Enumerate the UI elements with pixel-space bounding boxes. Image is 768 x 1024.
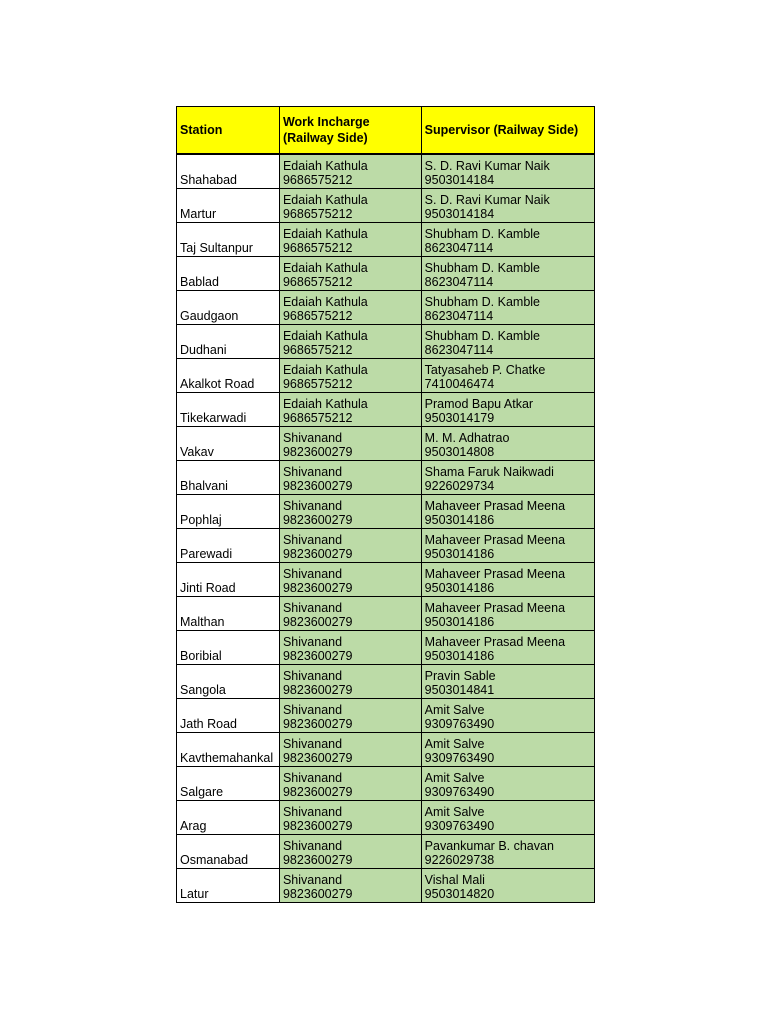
- station-cell: Pophlaj: [177, 495, 280, 529]
- work-incharge-name: Edaiah Kathula: [282, 363, 368, 377]
- table-row: [177, 835, 595, 869]
- work-incharge-name: Shivanand: [282, 431, 343, 445]
- supervisor-name: Tatyasaheb P. Chatke: [424, 363, 546, 377]
- work-incharge-phone: 9823600279: [282, 887, 353, 901]
- work-incharge-cell: [279, 291, 421, 325]
- supervisor-name: S. D. Ravi Kumar Naik: [424, 193, 550, 207]
- work-incharge-cell: [279, 529, 421, 563]
- work-incharge-header-line-2: (Railway Side): [282, 131, 368, 145]
- work-incharge-name: Shivanand: [282, 771, 343, 785]
- table-row: [177, 223, 595, 257]
- station-cell: Dudhani: [177, 325, 280, 359]
- work-incharge-name: Shivanand: [282, 499, 343, 513]
- supervisor-cell: [421, 154, 594, 189]
- station-cell: Osmanabad: [177, 835, 280, 869]
- supervisor-phone: 9503014184: [424, 207, 495, 221]
- work-incharge-phone: 9823600279: [282, 785, 353, 799]
- work-incharge-name: Edaiah Kathula: [282, 329, 368, 343]
- supervisor-cell: [421, 223, 594, 257]
- work-incharge-phone: 9823600279: [282, 649, 353, 663]
- table-row: [177, 291, 595, 325]
- supervisor-name: Mahaveer Prasad Meena: [424, 499, 566, 513]
- supervisor-phone: 9503014820: [424, 887, 495, 901]
- supervisor-phone: 8623047114: [424, 241, 494, 255]
- station-cell: Jath Road: [177, 699, 280, 733]
- work-incharge-cell: [279, 257, 421, 291]
- supervisor-name: Pavankumar B. chavan: [424, 839, 554, 853]
- station-cell: Latur: [177, 869, 280, 903]
- supervisor-phone: 9503014184: [424, 173, 495, 187]
- work-incharge-phone: 9823600279: [282, 445, 353, 459]
- station-cell: Bablad: [177, 257, 280, 291]
- work-incharge-cell: [279, 189, 421, 223]
- header-row: [177, 107, 595, 155]
- work-incharge-phone: 9823600279: [282, 479, 353, 493]
- work-incharge-phone: 9823600279: [282, 819, 353, 833]
- work-incharge-phone: 9823600279: [282, 853, 353, 867]
- station-cell: Taj Sultanpur: [177, 223, 280, 257]
- table-row: [177, 767, 595, 801]
- work-incharge-phone: 9823600279: [282, 547, 353, 561]
- work-incharge-name: Shivanand: [282, 567, 343, 581]
- supervisor-phone: 9226029734: [424, 479, 495, 493]
- work-incharge-phone: 9686575212: [282, 309, 353, 323]
- table-row: [177, 597, 595, 631]
- supervisor-name: Shubham D. Kamble: [424, 227, 541, 241]
- supervisor-name: Pravin Sable: [424, 669, 496, 683]
- supervisor-cell: [421, 767, 594, 801]
- work-incharge-cell: [279, 869, 421, 903]
- supervisor-cell: [421, 631, 594, 665]
- supervisor-phone: 9309763490: [424, 717, 495, 731]
- work-incharge-name: Edaiah Kathula: [282, 397, 368, 411]
- supervisor-phone: 9503014186: [424, 649, 495, 663]
- work-incharge-name: Edaiah Kathula: [282, 193, 368, 207]
- table-row: [177, 359, 595, 393]
- work-incharge-cell: [279, 665, 421, 699]
- work-incharge-phone: 9686575212: [282, 173, 353, 187]
- supervisor-phone: 9503014808: [424, 445, 495, 459]
- supervisor-cell: [421, 291, 594, 325]
- station-cell: Kavthemahankal: [177, 733, 280, 767]
- work-incharge-name: Edaiah Kathula: [282, 159, 368, 173]
- table-row: [177, 665, 595, 699]
- supervisor-cell: [421, 495, 594, 529]
- work-incharge-name: Shivanand: [282, 839, 343, 853]
- supervisor-phone: 9503014179: [424, 411, 495, 425]
- supervisor-name: Shubham D. Kamble: [424, 329, 541, 343]
- supervisor-name: Shama Faruk Naikwadi: [424, 465, 554, 479]
- table-row: [177, 154, 595, 189]
- work-incharge-cell: [279, 461, 421, 495]
- work-incharge-phone: 9823600279: [282, 683, 353, 697]
- station-cell: Sangola: [177, 665, 280, 699]
- work-incharge-cell: [279, 154, 421, 189]
- work-incharge-cell: [279, 597, 421, 631]
- supervisor-phone: 9503014186: [424, 547, 495, 561]
- supervisor-phone: 9503014186: [424, 513, 495, 527]
- table-row: [177, 733, 595, 767]
- station-cell: Arag: [177, 801, 280, 835]
- work-incharge-name: Shivanand: [282, 533, 343, 547]
- supervisor-name: Vishal Mali: [424, 873, 485, 887]
- table-row: [177, 427, 595, 461]
- work-incharge-phone: 9823600279: [282, 513, 353, 527]
- station-cell: Parewadi: [177, 529, 280, 563]
- work-incharge-name: Shivanand: [282, 737, 343, 751]
- supervisor-column-header: Supervisor (Railway Side): [421, 107, 594, 155]
- work-incharge-cell: [279, 835, 421, 869]
- supervisor-cell: [421, 257, 594, 291]
- work-incharge-name: Edaiah Kathula: [282, 261, 368, 275]
- work-incharge-name: Shivanand: [282, 703, 343, 717]
- table-row: [177, 189, 595, 223]
- supervisor-cell: [421, 427, 594, 461]
- work-incharge-name: Shivanand: [282, 669, 343, 683]
- work-incharge-cell: [279, 223, 421, 257]
- supervisor-name: Mahaveer Prasad Meena: [424, 533, 566, 547]
- station-contact-table: [176, 106, 595, 903]
- work-incharge-phone: 9686575212: [282, 343, 353, 357]
- station-cell: Gaudgaon: [177, 291, 280, 325]
- supervisor-cell: [421, 563, 594, 597]
- supervisor-cell: [421, 699, 594, 733]
- supervisor-cell: [421, 835, 594, 869]
- supervisor-phone: 8623047114: [424, 275, 494, 289]
- work-incharge-cell: [279, 563, 421, 597]
- station-cell: Martur: [177, 189, 280, 223]
- work-incharge-phone: 9823600279: [282, 615, 353, 629]
- table-row: [177, 699, 595, 733]
- table-row: [177, 495, 595, 529]
- table-row: [177, 529, 595, 563]
- supervisor-name: S. D. Ravi Kumar Naik: [424, 159, 550, 173]
- work-incharge-cell: [279, 767, 421, 801]
- work-incharge-cell: [279, 495, 421, 529]
- work-incharge-name: Edaiah Kathula: [282, 295, 368, 309]
- supervisor-phone: 7410046474: [424, 377, 495, 391]
- work-incharge-name: Edaiah Kathula: [282, 227, 368, 241]
- supervisor-cell: [421, 597, 594, 631]
- supervisor-name: Mahaveer Prasad Meena: [424, 635, 566, 649]
- station-cell: Shahabad: [177, 154, 280, 189]
- work-incharge-name: Shivanand: [282, 601, 343, 615]
- work-incharge-name: Shivanand: [282, 873, 343, 887]
- supervisor-phone: 9503014186: [424, 615, 495, 629]
- work-incharge-name: Shivanand: [282, 465, 343, 479]
- supervisor-phone: 9309763490: [424, 751, 495, 765]
- work-incharge-cell: [279, 699, 421, 733]
- table-row: [177, 563, 595, 597]
- supervisor-phone: 9503014841: [424, 683, 495, 697]
- station-cell: Salgare: [177, 767, 280, 801]
- table-row: [177, 325, 595, 359]
- table-row: [177, 461, 595, 495]
- work-incharge-name: Shivanand: [282, 635, 343, 649]
- supervisor-name: Amit Salve: [424, 737, 485, 751]
- work-incharge-cell: [279, 359, 421, 393]
- supervisor-phone: 8623047114: [424, 343, 494, 357]
- supervisor-cell: [421, 461, 594, 495]
- station-column-header: Station: [177, 107, 280, 155]
- supervisor-cell: [421, 325, 594, 359]
- supervisor-name: Shubham D. Kamble: [424, 295, 541, 309]
- supervisor-cell: [421, 665, 594, 699]
- work-incharge-phone: 9686575212: [282, 411, 353, 425]
- work-incharge-phone: 9686575212: [282, 207, 353, 221]
- work-incharge-phone: 9686575212: [282, 275, 353, 289]
- table-row: [177, 801, 595, 835]
- work-incharge-phone: 9686575212: [282, 241, 353, 255]
- work-incharge-cell: [279, 325, 421, 359]
- supervisor-phone: 9226029738: [424, 853, 495, 867]
- table-row: [177, 631, 595, 665]
- table-row: [177, 869, 595, 903]
- supervisor-cell: [421, 869, 594, 903]
- supervisor-name: Pramod Bapu Atkar: [424, 397, 534, 411]
- supervisor-name: M. M. Adhatrao: [424, 431, 510, 445]
- supervisor-name: Amit Salve: [424, 703, 485, 717]
- work-incharge-cell: [279, 733, 421, 767]
- table-body: [177, 154, 595, 903]
- station-cell: Bhalvani: [177, 461, 280, 495]
- station-cell: Boribial: [177, 631, 280, 665]
- supervisor-phone: 9309763490: [424, 819, 495, 833]
- supervisor-name: Mahaveer Prasad Meena: [424, 601, 566, 615]
- work-incharge-header-line-1: Work Incharge: [282, 115, 370, 129]
- table-row: [177, 393, 595, 427]
- supervisor-name: Shubham D. Kamble: [424, 261, 541, 275]
- supervisor-phone: 8623047114: [424, 309, 494, 323]
- station-cell: Tikekarwadi: [177, 393, 280, 427]
- supervisor-cell: [421, 733, 594, 767]
- work-incharge-phone: 9823600279: [282, 717, 353, 731]
- supervisor-cell: [421, 801, 594, 835]
- work-incharge-phone: 9823600279: [282, 751, 353, 765]
- work-incharge-column-header: [279, 107, 421, 155]
- station-cell: Vakav: [177, 427, 280, 461]
- supervisor-phone: 9503014186: [424, 581, 495, 595]
- work-incharge-cell: [279, 801, 421, 835]
- work-incharge-cell: [279, 427, 421, 461]
- work-incharge-cell: [279, 631, 421, 665]
- supervisor-name: Amit Salve: [424, 771, 485, 785]
- supervisor-cell: [421, 189, 594, 223]
- table-row: [177, 257, 595, 291]
- station-cell: Akalkot Road: [177, 359, 280, 393]
- supervisor-cell: [421, 359, 594, 393]
- work-incharge-phone: 9686575212: [282, 377, 353, 391]
- station-cell: Jinti Road: [177, 563, 280, 597]
- work-incharge-name: Shivanand: [282, 805, 343, 819]
- supervisor-name: Amit Salve: [424, 805, 485, 819]
- work-incharge-cell: [279, 393, 421, 427]
- station-cell: Malthan: [177, 597, 280, 631]
- supervisor-phone: 9309763490: [424, 785, 495, 799]
- supervisor-cell: [421, 393, 594, 427]
- supervisor-name: Mahaveer Prasad Meena: [424, 567, 566, 581]
- supervisor-cell: [421, 529, 594, 563]
- work-incharge-phone: 9823600279: [282, 581, 353, 595]
